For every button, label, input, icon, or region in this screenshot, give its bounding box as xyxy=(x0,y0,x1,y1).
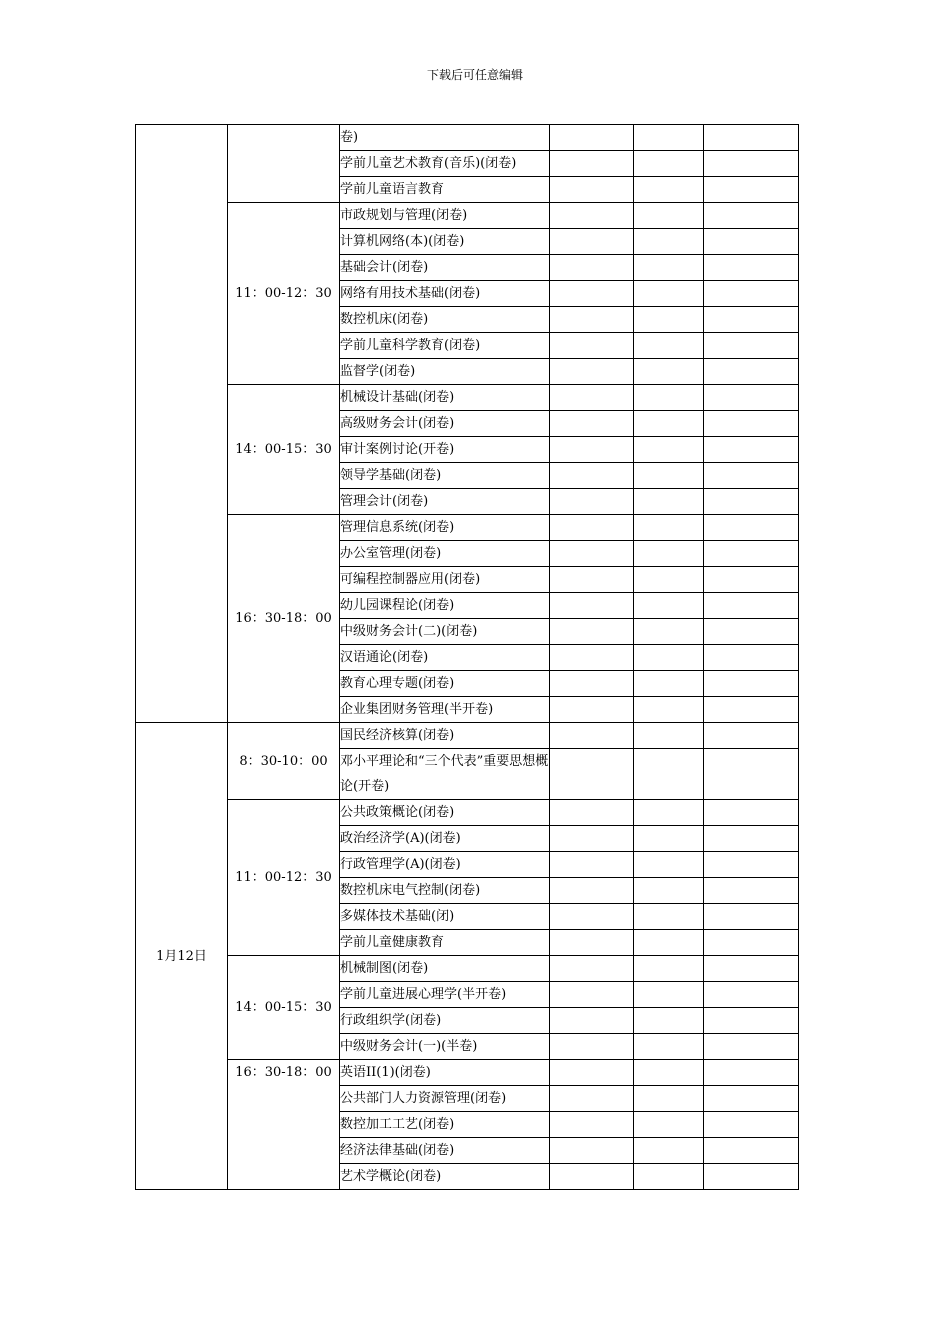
table-row xyxy=(136,956,799,982)
subject-cell: 经济法律基础(闭卷) xyxy=(340,1138,550,1164)
empty-cell xyxy=(634,593,704,619)
subject-cell: 高级财务会计(闭卷) xyxy=(340,411,550,437)
empty-cell xyxy=(634,281,704,307)
empty-cell xyxy=(704,1164,799,1190)
empty-cell xyxy=(550,307,634,333)
empty-cell xyxy=(550,411,634,437)
empty-cell xyxy=(550,956,634,982)
subject-cell: 邓小平理论和“三个代表”重要思想概论(开卷) xyxy=(340,749,550,800)
subject-cell: 市政规划与管理(闭卷) xyxy=(340,203,550,229)
empty-cell xyxy=(704,749,799,800)
empty-cell xyxy=(704,1086,799,1112)
time-cell xyxy=(228,125,340,203)
empty-cell xyxy=(634,385,704,411)
subject-cell: 数控加工工艺(闭卷) xyxy=(340,1112,550,1138)
subject-cell: 学前儿童艺术教育(音乐)(闭卷) xyxy=(340,151,550,177)
empty-cell xyxy=(634,177,704,203)
empty-cell xyxy=(550,125,634,151)
subject-cell: 网络有用技术基础(闭卷) xyxy=(340,281,550,307)
subject-cell: 幼儿园课程论(闭卷) xyxy=(340,593,550,619)
subject-cell: 行政组织学(闭卷) xyxy=(340,1008,550,1034)
empty-cell xyxy=(704,697,799,723)
empty-cell xyxy=(634,515,704,541)
subject-cell: 计算机网络(本)(闭卷) xyxy=(340,229,550,255)
date-cell: 1月12日 xyxy=(136,723,228,1190)
exam-schedule-table xyxy=(135,124,799,1190)
empty-cell xyxy=(634,723,704,749)
empty-cell xyxy=(704,151,799,177)
empty-cell xyxy=(704,411,799,437)
empty-cell xyxy=(704,541,799,567)
subject-cell: 审计案例讨论(开卷) xyxy=(340,437,550,463)
empty-cell xyxy=(550,671,634,697)
empty-cell xyxy=(550,333,634,359)
empty-cell xyxy=(550,255,634,281)
empty-cell xyxy=(550,541,634,567)
empty-cell xyxy=(634,489,704,515)
subject-cell: 数控机床电气控制(闭卷) xyxy=(340,878,550,904)
empty-cell xyxy=(704,723,799,749)
empty-cell xyxy=(704,1060,799,1086)
subject-cell: 企业集团财务管理(半开卷) xyxy=(340,697,550,723)
empty-cell xyxy=(550,619,634,645)
empty-cell xyxy=(634,749,704,800)
subject-cell: 学前儿童科学教育(闭卷) xyxy=(340,333,550,359)
subject-cell: 管理信息系统(闭卷) xyxy=(340,515,550,541)
subject-cell: 学前儿童健康教育 xyxy=(340,930,550,956)
empty-cell xyxy=(634,125,704,151)
empty-cell xyxy=(704,1008,799,1034)
empty-cell xyxy=(550,177,634,203)
empty-cell xyxy=(550,852,634,878)
empty-cell xyxy=(550,1008,634,1034)
empty-cell xyxy=(550,359,634,385)
time-cell: 16：30-18：00 xyxy=(228,1060,340,1190)
empty-cell xyxy=(550,826,634,852)
empty-cell xyxy=(634,619,704,645)
empty-cell xyxy=(550,878,634,904)
empty-cell xyxy=(634,1164,704,1190)
empty-cell xyxy=(634,1060,704,1086)
empty-cell xyxy=(704,800,799,826)
empty-cell xyxy=(634,307,704,333)
empty-cell xyxy=(634,203,704,229)
time-cell: 11：00-12：30 xyxy=(228,203,340,385)
subject-cell: 汉语通论(闭卷) xyxy=(340,645,550,671)
empty-cell xyxy=(550,904,634,930)
empty-cell xyxy=(550,982,634,1008)
empty-cell xyxy=(634,1086,704,1112)
table-row xyxy=(136,203,799,229)
empty-cell xyxy=(634,697,704,723)
empty-cell xyxy=(550,1138,634,1164)
empty-cell xyxy=(704,281,799,307)
empty-cell xyxy=(550,281,634,307)
date-cell xyxy=(136,125,228,723)
time-cell: 11：00-12：30 xyxy=(228,800,340,956)
empty-cell xyxy=(704,956,799,982)
empty-cell xyxy=(550,930,634,956)
empty-cell xyxy=(634,541,704,567)
empty-cell xyxy=(634,800,704,826)
empty-cell xyxy=(550,489,634,515)
empty-cell xyxy=(634,1112,704,1138)
empty-cell xyxy=(634,878,704,904)
table-row xyxy=(136,800,799,826)
empty-cell xyxy=(550,645,634,671)
table-row xyxy=(136,515,799,541)
empty-cell xyxy=(704,567,799,593)
subject-cell: 英语II(1)(闭卷) xyxy=(340,1060,550,1086)
empty-cell xyxy=(550,385,634,411)
empty-cell xyxy=(704,255,799,281)
subject-cell: 领导学基础(闭卷) xyxy=(340,463,550,489)
subject-cell: 国民经济核算(闭卷) xyxy=(340,723,550,749)
empty-cell xyxy=(634,463,704,489)
empty-cell xyxy=(550,515,634,541)
empty-cell xyxy=(704,489,799,515)
empty-cell xyxy=(704,671,799,697)
subject-cell: 机械制图(闭卷) xyxy=(340,956,550,982)
empty-cell xyxy=(634,151,704,177)
empty-cell xyxy=(550,229,634,255)
empty-cell xyxy=(550,437,634,463)
empty-cell xyxy=(704,904,799,930)
empty-cell xyxy=(550,723,634,749)
empty-cell xyxy=(550,1060,634,1086)
subject-cell: 可编程控制器应用(闭卷) xyxy=(340,567,550,593)
page-header: 下载后可任意编辑 xyxy=(426,68,523,82)
empty-cell xyxy=(634,437,704,463)
empty-cell xyxy=(704,878,799,904)
empty-cell xyxy=(550,593,634,619)
empty-cell xyxy=(704,177,799,203)
empty-cell xyxy=(634,1034,704,1060)
empty-cell xyxy=(704,203,799,229)
empty-cell xyxy=(634,904,704,930)
empty-cell xyxy=(704,645,799,671)
empty-cell xyxy=(704,385,799,411)
empty-cell xyxy=(704,359,799,385)
subject-cell: 公共政策概论(闭卷) xyxy=(340,800,550,826)
empty-cell xyxy=(704,515,799,541)
time-cell: 14：00-15：30 xyxy=(228,956,340,1060)
table-row xyxy=(136,723,799,749)
empty-cell xyxy=(634,930,704,956)
empty-cell xyxy=(550,151,634,177)
table-row xyxy=(136,1060,799,1086)
empty-cell xyxy=(550,800,634,826)
empty-cell xyxy=(704,930,799,956)
subject-cell: 卷) xyxy=(340,125,550,151)
empty-cell xyxy=(550,749,634,800)
empty-cell xyxy=(550,1164,634,1190)
empty-cell xyxy=(634,982,704,1008)
subject-cell: 多媒体技术基础(闭) xyxy=(340,904,550,930)
empty-cell xyxy=(704,593,799,619)
empty-cell xyxy=(704,619,799,645)
subject-cell: 公共部门人力资源管理(闭卷) xyxy=(340,1086,550,1112)
empty-cell xyxy=(634,826,704,852)
empty-cell xyxy=(704,826,799,852)
empty-cell xyxy=(704,333,799,359)
empty-cell xyxy=(704,1138,799,1164)
table-row xyxy=(136,385,799,411)
empty-cell xyxy=(704,125,799,151)
empty-cell xyxy=(550,697,634,723)
subject-cell: 管理会计(闭卷) xyxy=(340,489,550,515)
empty-cell xyxy=(634,359,704,385)
empty-cell xyxy=(634,411,704,437)
subject-cell: 办公室管理(闭卷) xyxy=(340,541,550,567)
subject-cell: 基础会计(闭卷) xyxy=(340,255,550,281)
empty-cell xyxy=(634,229,704,255)
empty-cell xyxy=(634,567,704,593)
empty-cell xyxy=(634,645,704,671)
subject-cell: 学前儿童语言教育 xyxy=(340,177,550,203)
time-cell: 14：00-15：30 xyxy=(228,385,340,515)
empty-cell xyxy=(550,203,634,229)
subject-cell: 数控机床(闭卷) xyxy=(340,307,550,333)
subject-cell: 政治经济学(A)(闭卷) xyxy=(340,826,550,852)
subject-cell: 行政管理学(A)(闭卷) xyxy=(340,852,550,878)
table-row xyxy=(136,125,799,151)
empty-cell xyxy=(704,852,799,878)
subject-cell: 中级财务会计(一)(半卷) xyxy=(340,1034,550,1060)
empty-cell xyxy=(634,852,704,878)
empty-cell xyxy=(704,1112,799,1138)
empty-cell xyxy=(550,1086,634,1112)
empty-cell xyxy=(704,307,799,333)
empty-cell xyxy=(704,982,799,1008)
empty-cell xyxy=(634,671,704,697)
subject-cell: 学前儿童进展心理学(半开卷) xyxy=(340,982,550,1008)
empty-cell xyxy=(704,229,799,255)
subject-cell: 中级财务会计(二)(闭卷) xyxy=(340,619,550,645)
empty-cell xyxy=(550,567,634,593)
subject-cell: 机械设计基础(闭卷) xyxy=(340,385,550,411)
empty-cell xyxy=(550,1034,634,1060)
empty-cell xyxy=(634,956,704,982)
empty-cell xyxy=(704,463,799,489)
empty-cell xyxy=(550,463,634,489)
empty-cell xyxy=(704,1034,799,1060)
subject-cell: 监督学(闭卷) xyxy=(340,359,550,385)
empty-cell xyxy=(634,1138,704,1164)
empty-cell xyxy=(550,1112,634,1138)
time-cell: 8：30-10：00 xyxy=(228,723,340,800)
empty-cell xyxy=(634,255,704,281)
empty-cell xyxy=(704,437,799,463)
empty-cell xyxy=(634,1008,704,1034)
subject-cell: 教育心理专题(闭卷) xyxy=(340,671,550,697)
subject-cell: 艺术学概论(闭卷) xyxy=(340,1164,550,1190)
empty-cell xyxy=(634,333,704,359)
time-cell: 16：30-18：00 xyxy=(228,515,340,723)
